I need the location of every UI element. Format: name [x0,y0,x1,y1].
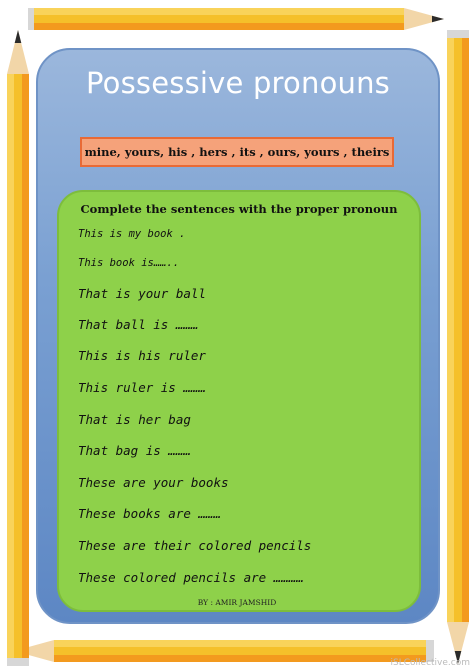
pencil-right [446,30,470,666]
sentence-8: That bag is ……… [78,443,191,458]
sentence-2: This book is…….. [78,257,180,269]
author-byline: BY : AMIR JAMSHID [197,598,277,607]
pronoun-list: mine, yours, his , hers , its , ours, yours , theirs [80,137,394,167]
sentence-12: These colored pencils are ………… [78,570,304,585]
sentence-5: This is his ruler [78,348,206,363]
sentence-3: That is your ball [78,286,206,301]
sentence-1: This is my book . [78,228,186,240]
sentence-7: That is her bag [78,412,191,427]
pencil-bottom [14,638,434,664]
pencil-top [28,6,460,32]
page-title: Possessive pronouns [86,66,390,100]
sentence-4: That ball is ……… [78,317,199,332]
sentence-6: This ruler is ……… [78,380,206,395]
sentence-11: These are their colored pencils [78,538,312,553]
watermark: iSLCollective.com [390,658,470,668]
sentence-10: These books are ……… [78,506,221,521]
pencil-left [6,30,30,666]
sentence-9: These are your books [78,475,229,490]
instruction-text: Complete the sentences with the proper pronoun [80,202,398,216]
